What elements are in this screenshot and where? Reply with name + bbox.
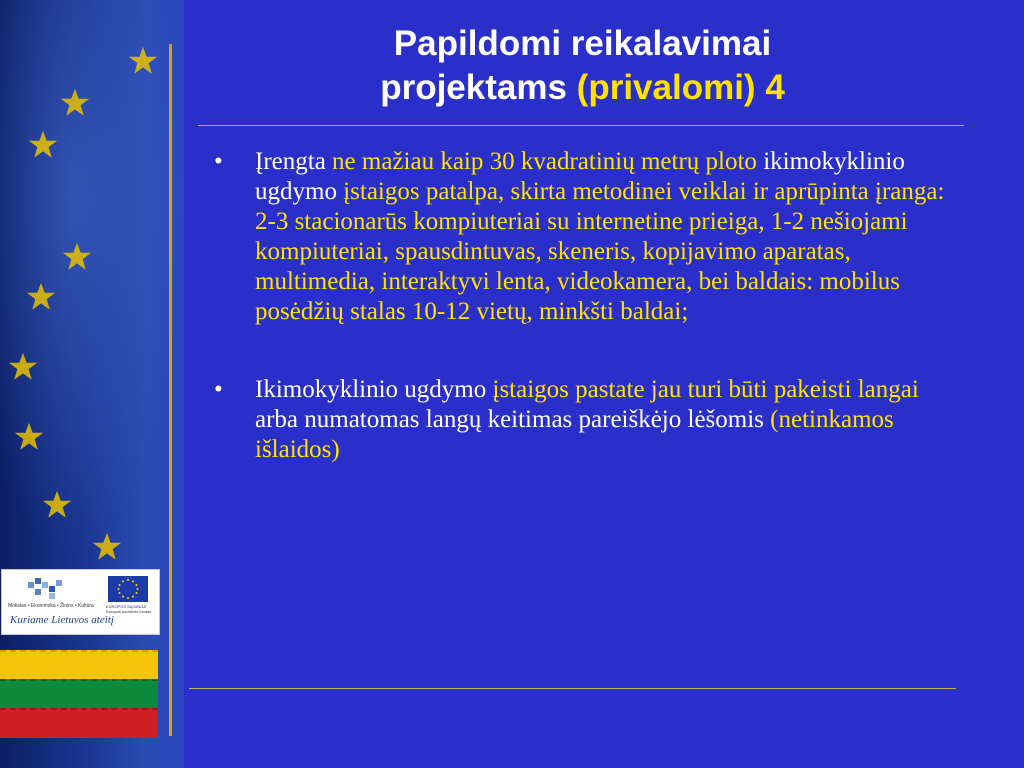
eu-caption: EUROPOS SĄJUNGA Europos socialinis fondas [106,604,152,614]
title-line-2 [200,66,965,110]
eu-star-icon [26,128,60,162]
eu-star-icon [24,280,58,314]
bullet-item [214,147,964,327]
bullet-text: arba numatomas langų keitimas pareiškėjo lėšomis [255,406,771,433]
title-rule [198,125,964,126]
eu-star-icon [40,488,74,522]
eu-star-icon [126,44,160,78]
logo-org-text: Mokslas • Ekonomika • Žinios • Kultūra [8,603,94,609]
bullet-highlight: įstaigos pastate jau turi būti pakeisti langai [492,376,919,403]
eu-star-icon [58,86,92,120]
bullet-text: Ikimokyklinio ugdymo [255,376,493,403]
program-logo [1,569,160,635]
bullet-marker: • [214,376,223,403]
bullet-highlight: įstaigos patalpa, skirta metodinei veiklai ir aprūpinta įranga: 2-3 stacionarūs kompiuteriai su internetine prieiga, 1-2 nešiojami kompiuteriai, spausdintuvas, skeneris, kopijavimo aparatas, multimedia, interaktyvi lenta, videokamera, bei baldais: mobilus posėdžių stalas 10-12 vietų, minkšti baldai; [255,178,945,325]
eu-star-icon [90,530,124,564]
vertical-divider [169,44,172,736]
eu-flag-icon [108,576,148,602]
title-accent: (privalomi) [576,68,756,107]
slide-title [200,22,965,110]
title-line-2-text: projektams [380,68,577,107]
bullet-highlight: ne mažiau kaip 30 kvadratinių metrų ploto [332,148,764,175]
title-line-1: Papildomi reikalavimai [393,24,772,63]
eu-star-icon [12,420,46,454]
title-number: 4 [755,68,785,107]
eu-star-icon [60,240,94,274]
bullet-highlight: (netinkamos išlaidos) [255,406,894,463]
bullet-list [214,147,964,513]
bullet-marker: • [214,148,223,175]
bullet-item [214,375,964,465]
lt-flag-yellow-stripe [0,650,158,680]
logo-slogan: Kuriame Lietuvos ateitį [10,614,114,626]
eu-flag-background [0,0,184,768]
lt-flag-green-stripe [0,679,158,709]
eu-star-icon [6,350,40,384]
footer-rule [189,688,956,689]
bullet-text: ikimokyklinio ugdymo [255,148,905,205]
bullet-text: Įrengta [255,148,333,175]
lt-flag-red-stripe [0,708,158,738]
ministry-logo-icon [24,576,74,602]
